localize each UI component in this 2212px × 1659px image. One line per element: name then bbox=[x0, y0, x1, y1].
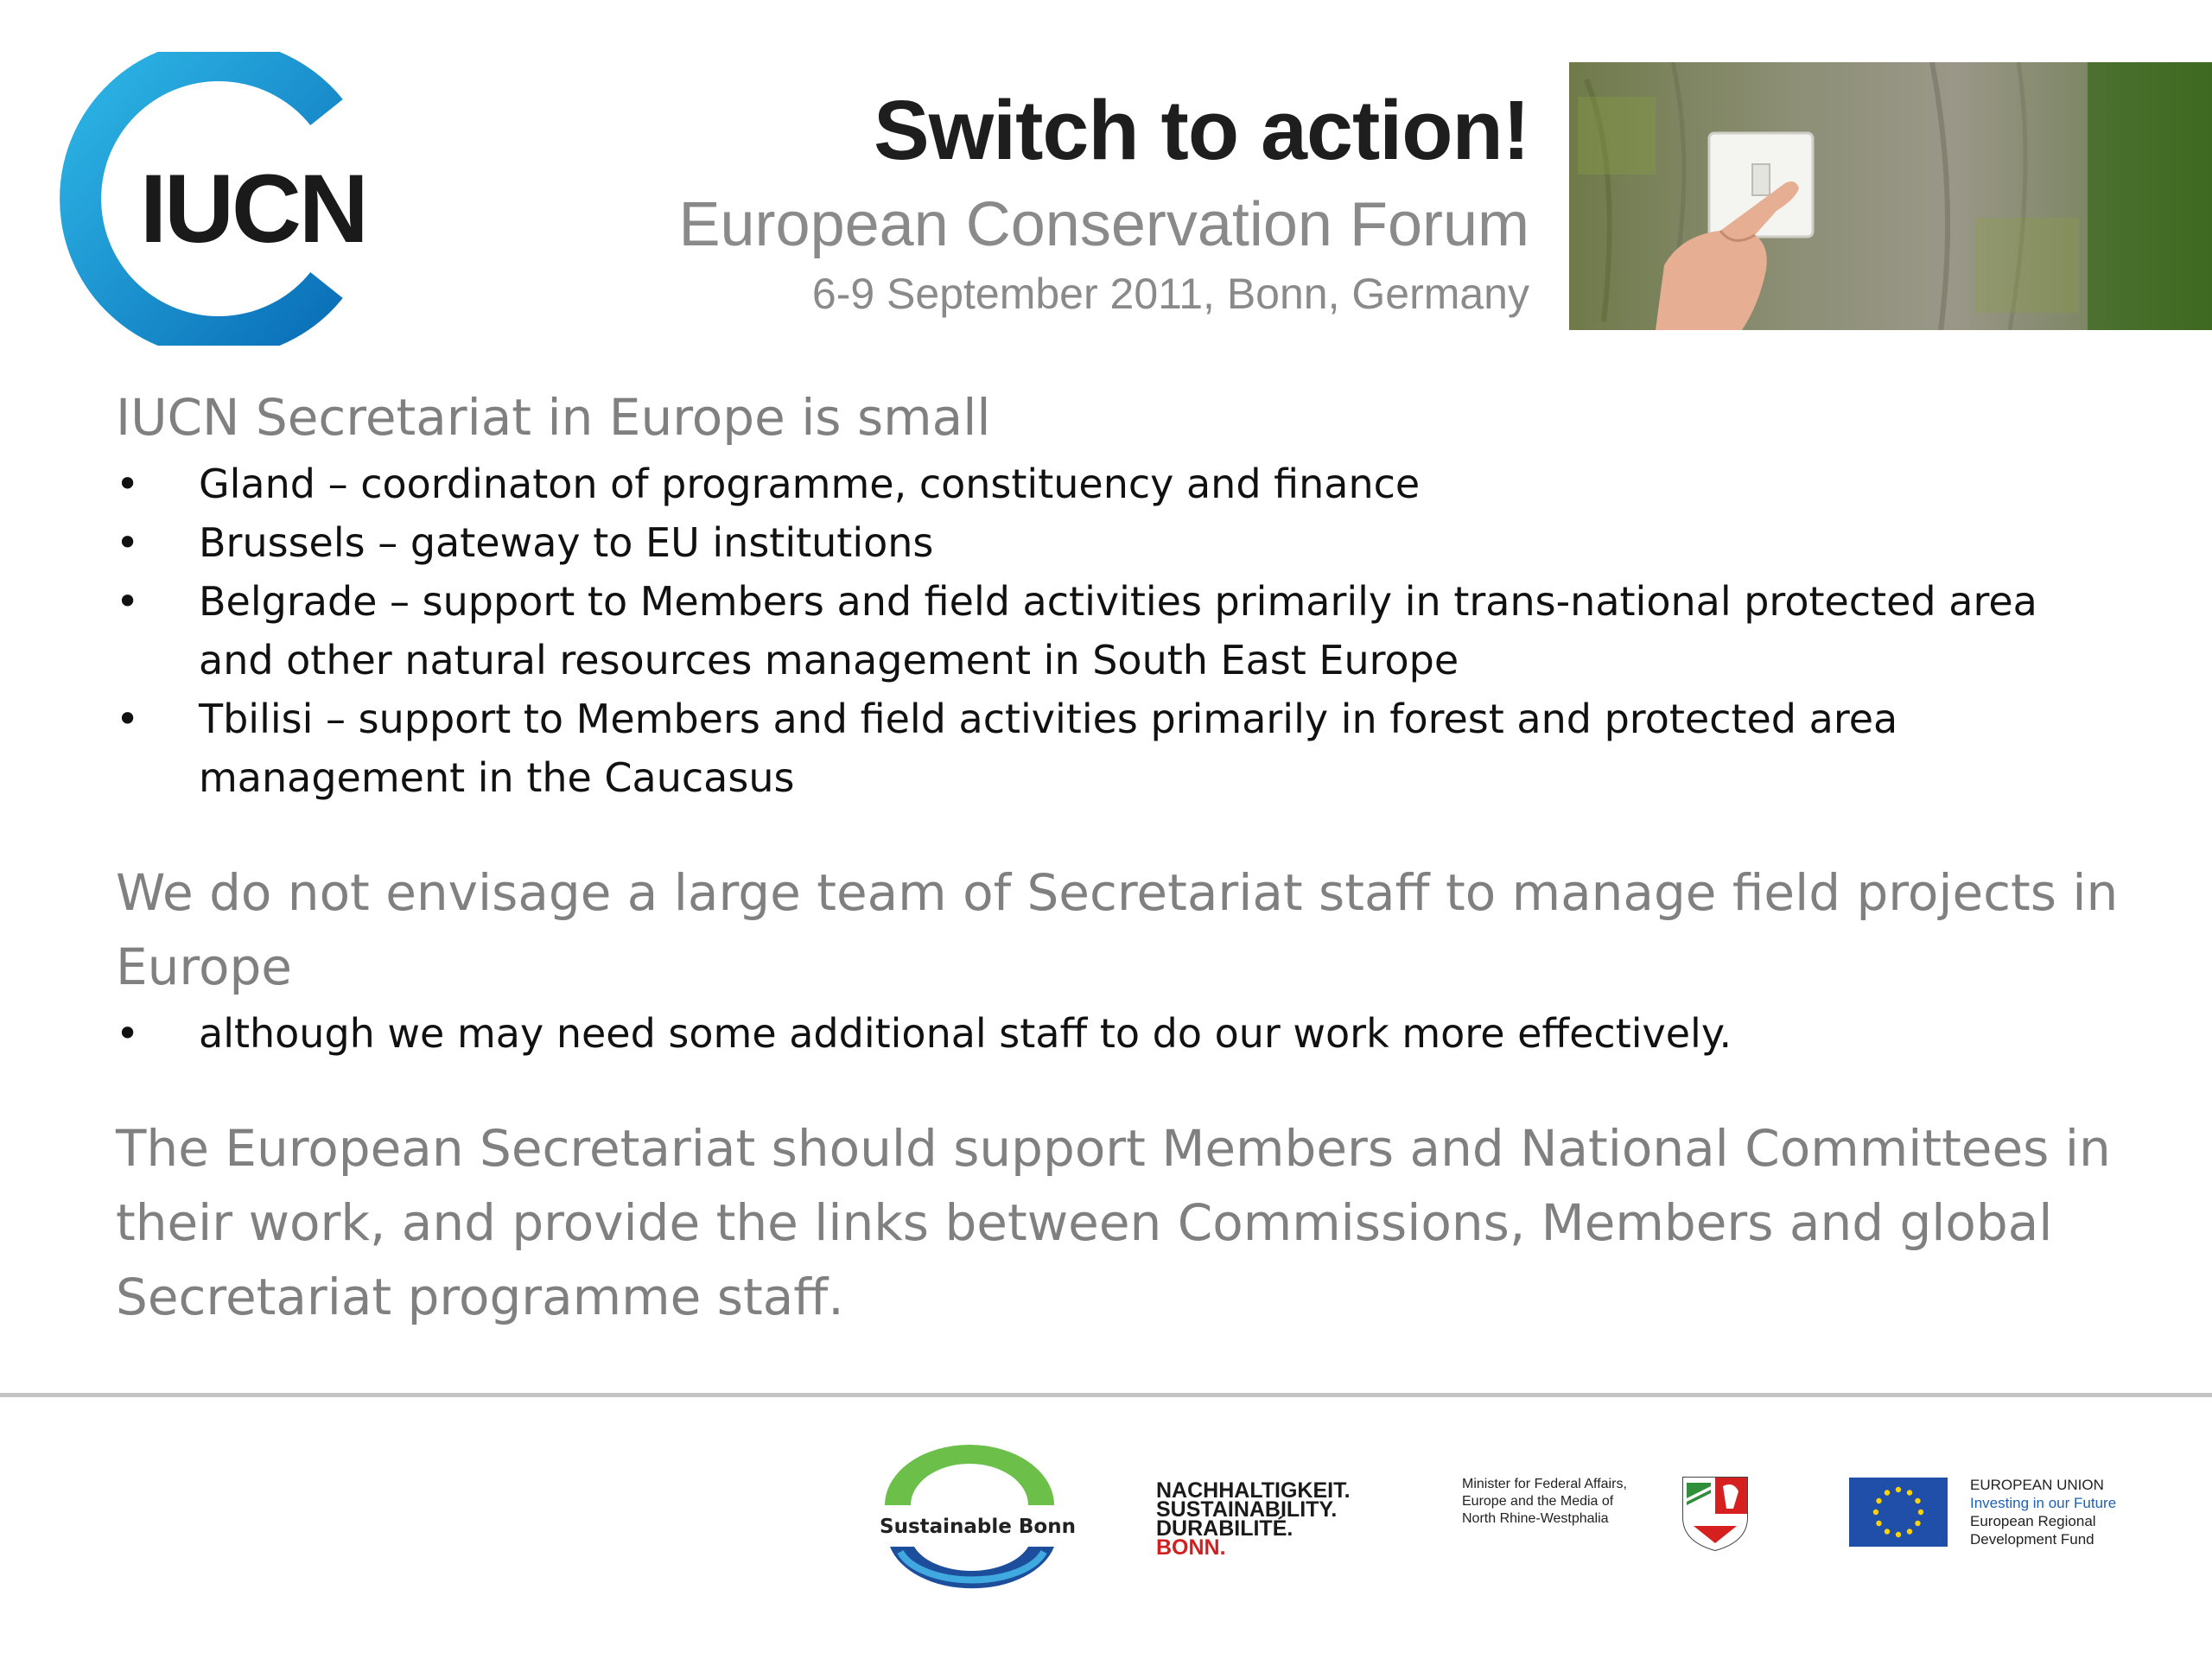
iucn-logo-text: IUCN bbox=[140, 155, 366, 263]
eu-line: Investing in our Future bbox=[1970, 1495, 2117, 1511]
sustainable-bonn-label: Sustainable Bonn bbox=[880, 1516, 1076, 1538]
footer-divider bbox=[0, 1393, 2212, 1397]
list-item-text: Belgrade – support to Members and field activities primarily in trans-national protected area bbox=[199, 578, 2037, 625]
event-title: Switch to action! bbox=[874, 83, 1529, 177]
bullet-icon: • bbox=[116, 696, 140, 742]
section3-line1: The European Secretariat should support Members and National Committees in bbox=[116, 1119, 2111, 1178]
nachhaltigkeit-line: SUSTAINABILITY. bbox=[1156, 1497, 1338, 1522]
nachhaltigkeit-line: NACHHALTIGKEIT. bbox=[1156, 1478, 1351, 1503]
sustainable-bonn-logo bbox=[874, 1445, 1076, 1592]
slide-body bbox=[116, 380, 2155, 1334]
list-item bbox=[116, 690, 2155, 807]
list-item bbox=[116, 454, 2155, 513]
eu-line: European Regional bbox=[1970, 1513, 2096, 1529]
section3-paragraph bbox=[116, 1111, 2155, 1334]
nachhaltigkeit-bonn-logo bbox=[1156, 1478, 1351, 1560]
section2-heading-line1: We do not envisage a large team of Secretariat staff to manage field projects in bbox=[116, 863, 2119, 922]
iucn-logo bbox=[57, 52, 377, 346]
section2-heading bbox=[116, 855, 2155, 1004]
section2-bullet-list bbox=[116, 1004, 2155, 1063]
header-photo-switch-on-tree bbox=[1569, 62, 2212, 330]
eu-fund-text bbox=[1970, 1476, 2116, 1548]
bullet-icon: • bbox=[116, 578, 140, 625]
nachhaltigkeit-line: BONN. bbox=[1156, 1535, 1226, 1560]
nrw-line: Minister for Federal Affairs, bbox=[1462, 1477, 1627, 1491]
header-block bbox=[678, 82, 1529, 321]
nachhaltigkeit-line: DURABILITÉ. bbox=[1156, 1516, 1294, 1541]
list-item bbox=[116, 572, 2155, 690]
bullet-icon: • bbox=[116, 461, 140, 507]
event-subtitle: European Conservation Forum bbox=[678, 190, 1529, 259]
event-dateline: 6-9 September 2011, Bonn, Germany bbox=[811, 270, 1529, 318]
list-item-text: Brussels – gateway to EU institutions bbox=[199, 519, 934, 566]
section3-line3: Secretariat programme staff. bbox=[116, 1268, 844, 1326]
section1-bullet-list bbox=[116, 454, 2155, 807]
list-item bbox=[116, 1004, 2155, 1063]
list-item-text: Tbilisi – support to Members and field activities primarily in forest and protected area bbox=[199, 696, 1898, 742]
list-item bbox=[116, 513, 2155, 572]
list-item-text-continued: and other natural resources management in South East Europe bbox=[199, 637, 1459, 683]
eu-line: Development Fund bbox=[1970, 1531, 2094, 1548]
nrw-ministry-text bbox=[1462, 1476, 1627, 1528]
list-item-text: Gland – coordinaton of programme, constituency and finance bbox=[199, 461, 1421, 507]
section3-line2: their work, and provide the links between Commissions, Members and global bbox=[116, 1193, 2053, 1252]
eu-line: EUROPEAN UNION bbox=[1970, 1477, 2104, 1493]
bullet-icon: • bbox=[116, 1010, 140, 1057]
section2-heading-line2: Europe bbox=[116, 938, 292, 996]
eu-flag-icon bbox=[1849, 1478, 1948, 1547]
nrw-line: North Rhine-Westphalia bbox=[1462, 1511, 1609, 1526]
sponsor-footer bbox=[0, 1434, 2212, 1590]
nrw-coat-of-arms-icon bbox=[1680, 1474, 1751, 1552]
section1-heading: IUCN Secretariat in Europe is small bbox=[116, 388, 991, 447]
list-item-text-continued: management in the Caucasus bbox=[199, 754, 795, 801]
nrw-line: Europe and the Media of bbox=[1462, 1494, 1614, 1509]
bullet-icon: • bbox=[116, 519, 140, 566]
list-item-text: although we may need some additional staff to do our work more effectively. bbox=[199, 1010, 1732, 1057]
